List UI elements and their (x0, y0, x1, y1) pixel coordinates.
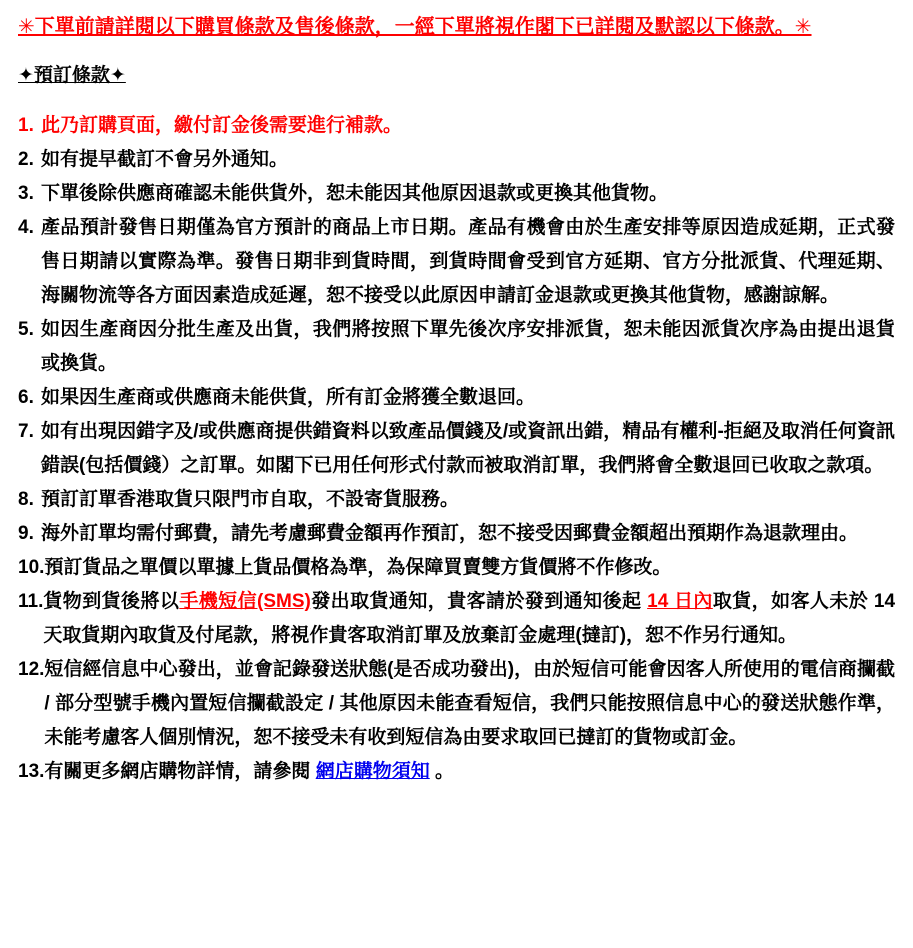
section-header-preorder-terms: ✦預訂條款✦ (18, 65, 126, 86)
terms-list (18, 109, 895, 789)
term-text (41, 381, 895, 415)
shop-guide-link[interactable]: 網店購物須知 (315, 761, 430, 782)
text-segment: 如因生產商因分批生產及出貨，我們將按照下單先後次序安排派貨，恕未能因派貨次序為由提出退貨或換貨。 (41, 319, 895, 374)
term-number: 12. (18, 659, 45, 680)
text-segment: 如有提早截訂不會另外通知。 (41, 149, 289, 170)
term-number: 1. (18, 115, 34, 136)
text-segment: 下單後除供應商確認未能供貨外，恕未能因其他原因退款或更換其他貨物。 (41, 183, 669, 204)
pickup-deadline-highlight: 14 日內 (647, 591, 713, 612)
text-segment: 如果因生產商或供應商未能供貨，所有訂金將獲全數退回。 (41, 387, 536, 408)
term-item (18, 109, 895, 143)
term-number: 10. (18, 557, 45, 578)
term-text (41, 313, 895, 381)
text-segment: 預訂貨品之單價以單據上貨品價格為準，為保障買賣雙方貨價將不作修改。 (44, 557, 672, 578)
term-item (18, 143, 895, 177)
term-text (41, 483, 895, 517)
term-item (18, 415, 895, 483)
term-text (44, 653, 895, 755)
term-item (18, 483, 895, 517)
text-segment: 海外訂單均需付郵費，請先考慮郵費金額再作預訂，恕不接受因郵費金額超出預期作為退款理由。 (41, 523, 859, 544)
term-number: 2. (18, 149, 34, 170)
term-item (18, 211, 895, 313)
term-text (44, 551, 895, 585)
page-title: ✳下單前請詳閱以下購買條款及售後條款，一經下單將視作閣下已詳閱及默認以下條款。✳ (18, 16, 812, 38)
text-segment: 。 (429, 761, 454, 782)
text-segment: 發出取貨通知，貴客請於發到通知後起 (310, 591, 648, 612)
term-item (18, 755, 895, 789)
term-text (41, 109, 895, 143)
text-segment: 短信經信息中心發出，並會記錄發送狀態(是否成功發出)，由於短信可能會因客人所使用的電信商攔截 / 部分型號手機內置短信攔截設定 / 其他原因未能查看短信，我們只能按照信息中心的發送狀態作準，未能考慮客人個別情況，恕不接受未有收到短信為由要求取回已撻訂的貨物或訂金。 (44, 659, 895, 748)
term-text (43, 585, 895, 653)
term-number: 3. (18, 183, 34, 204)
sms-notice-highlight: 手機短信(SMS) (179, 591, 311, 612)
term-item (18, 177, 895, 211)
term-text (41, 415, 895, 483)
term-text (41, 211, 895, 313)
term-number: 5. (18, 319, 34, 340)
term-item (18, 653, 895, 755)
term-item (18, 517, 895, 551)
term-number: 4. (18, 217, 34, 238)
term-number: 8. (18, 489, 34, 510)
term-number: 11. (18, 591, 44, 612)
term-item (18, 551, 895, 585)
term-item (18, 585, 895, 653)
term-item (18, 381, 895, 415)
text-segment: 預訂訂單香港取貨只限門市自取，不設寄貨服務。 (41, 489, 460, 510)
term-text (41, 517, 895, 551)
term-number: 9. (18, 523, 34, 544)
text-segment: 如有出現因錯字及/或供應商提供錯資料以致產品價錢及/或資訊出錯，精品有權利-拒絕及取消任何資訊錯誤(包括價錢）之訂單。如閣下已用任何形式付款而被取消訂單，我們將會全數退回已收取之款項。 (41, 421, 895, 476)
text-segment: 取貨，如客人未於 14 天取貨期內取貨及付尾款，將視作貴客取消訂單及放棄訂金處理(撻訂)，恕不作另行通知。 (43, 591, 896, 646)
text-segment: 貨物到貨後將以 (43, 591, 180, 612)
term-number: 13. (18, 761, 45, 782)
term-number: 7. (18, 421, 34, 442)
text-segment: 產品預計發售日期僅為官方預計的商品上市日期。產品有機會由於生產安排等原因造成延期，正式發售日期請以實際為準。發售日期非到貨時間，到貨時間會受到官方延期、官方分批派貨、代理延期、海關物流等各方面因素造成延遲，恕不接受以此原因申請訂金退款或更換其他貨物，感謝諒解。 (41, 217, 895, 306)
term-text (41, 143, 895, 177)
text-segment: 有關更多網店購物詳情，請參閱 (44, 761, 316, 782)
term-item (18, 313, 895, 381)
term-number: 6. (18, 387, 34, 408)
term-text (44, 755, 895, 789)
text-segment: 此乃訂購頁面，繳付訂金後需要進行補款。 (41, 115, 403, 136)
term-text (41, 177, 895, 211)
